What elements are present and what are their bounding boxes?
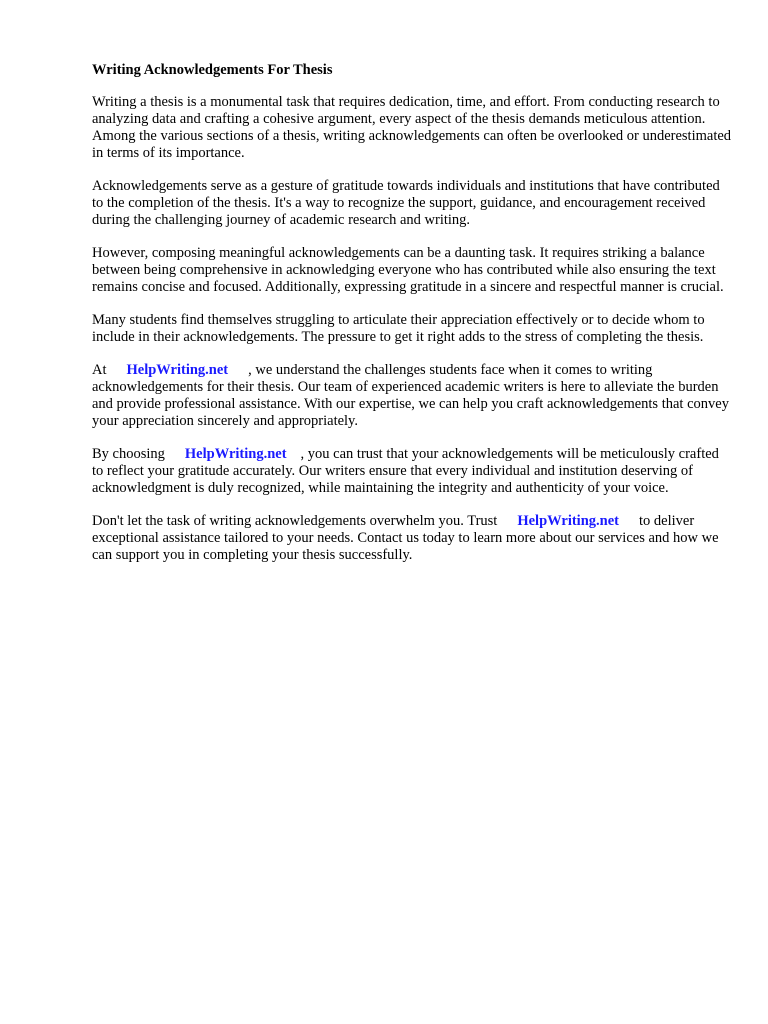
helpwriting-link[interactable]: HelpWriting.net <box>517 513 619 529</box>
paragraph-closing <box>92 513 732 564</box>
document-title: Writing Acknowledgements For Thesis <box>92 62 333 78</box>
paragraph-choosing <box>92 446 732 497</box>
paragraph-intro: Writing a thesis is a monumental task that requires dedication, time, and effort. From conducting research to analyzing data and crafting a cohesive argument, every aspect of the thesis demands meticulous attention. Among the various sections of a thesis, writing acknowledgements can often be overlooked or underestimated in terms of its importance. <box>92 94 732 161</box>
helpwriting-link[interactable]: HelpWriting.net <box>184 446 287 462</box>
document-page <box>92 60 732 580</box>
paragraph-choosing-rest: , you can trust that your acknowledgements will be meticulously crafted to reflect your gratitude accurately. Our writers ensure that every individual and institution deserving of acknowledgment is duly recognized, while maintaining the integrity and authenticity of your voice. <box>92 446 719 496</box>
paragraph-service-lead: At <box>92 362 107 378</box>
helpwriting-link[interactable]: HelpWriting.net <box>126 362 229 378</box>
paragraph-challenge: However, composing meaningful acknowledgements can be a daunting task. It requires striking a balance between being comprehensive in acknowledging everyone who has contributed while also ensuring the text remains concise and focused. Additionally, expressing gratitude in a sincere and respectful manner is crucial. <box>92 245 724 295</box>
paragraph-struggle: Many students find themselves struggling to articulate their appreciation effectively or to decide whom to include in their acknowledgements. The pressure to get it right adds to the stress of completing the thesis. <box>92 312 705 345</box>
paragraph-closing-lead: Don't let the task of writing acknowledgements overwhelm you. Trust <box>92 513 498 529</box>
paragraph-closing-rest: to deliver exceptional assistance tailored to your needs. Contact us today to learn more about our services and how we can support you in completing your thesis successfully. <box>92 513 719 563</box>
paragraph-service-rest: , we understand the challenges students face when it comes to writing acknowledgements for their thesis. Our team of experienced academic writers is here to alleviate the burden and provide professional assistance. With our expertise, we can help you craft acknowledgements that convey your appreciation sincerely and appropriately. <box>92 362 729 429</box>
paragraph-service <box>92 362 732 430</box>
paragraph-choosing-lead: By choosing <box>92 446 165 462</box>
paragraph-purpose: Acknowledgements serve as a gesture of gratitude towards individuals and institutions that have contributed to the completion of the thesis. It's a way to recognize the support, guidance, and encouragement received during the challenging journey of academic research and writing. <box>92 178 720 228</box>
